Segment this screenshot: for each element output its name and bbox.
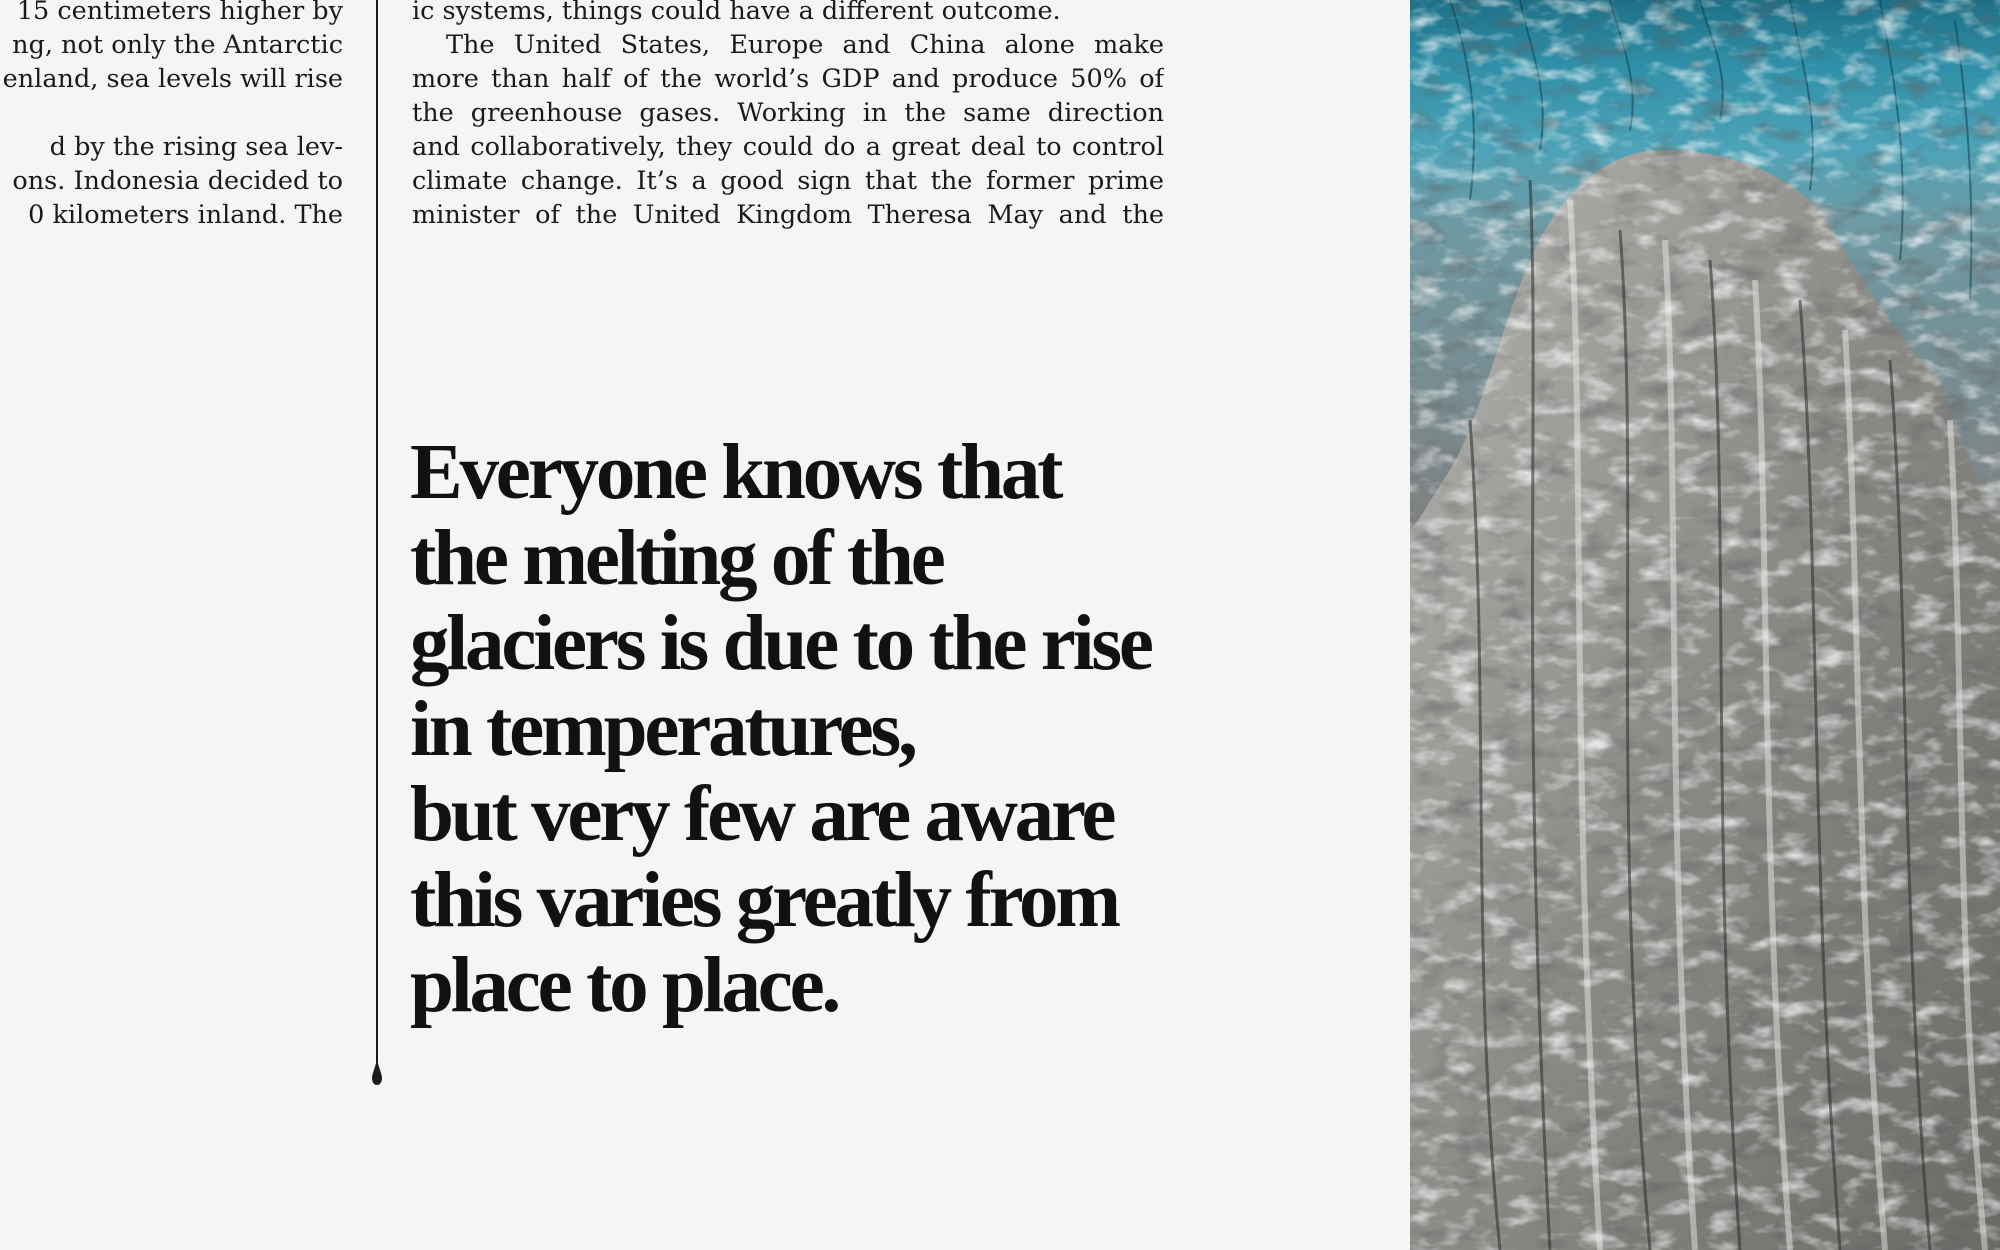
paragraph-gap bbox=[0, 96, 343, 130]
pull-quote-line: glaciers is due to the rise bbox=[410, 600, 1151, 687]
pull-quote-line: the melting of the bbox=[410, 514, 943, 602]
left-text-body bbox=[0, 0, 343, 232]
pull-quote-line: in temperatures, bbox=[410, 685, 915, 773]
middle-text-line: ic systems, things could have a different outcome. bbox=[412, 0, 1061, 26]
middle-text-body bbox=[412, 0, 1164, 232]
pull-quote-line: this varies greatly from bbox=[410, 856, 1118, 944]
left-text-line: d by the rising sea lev- bbox=[49, 132, 343, 162]
left-text-line: 0 kilometers inland. The bbox=[28, 200, 343, 230]
pull-quote bbox=[410, 430, 1170, 1029]
middle-text-line: the greenhouse gases. Working in the same direction bbox=[412, 98, 1164, 128]
left-text-column bbox=[0, 0, 343, 240]
middle-text-column bbox=[412, 0, 1164, 240]
pull-quote-line: but very few are aware bbox=[410, 771, 1114, 858]
left-text-line: enland, sea levels will rise bbox=[2, 64, 343, 94]
left-text-line: ng, not only the Antarctic bbox=[12, 30, 343, 60]
pull-quote-line: Everyone knows that bbox=[410, 429, 1061, 516]
column-divider-rule bbox=[376, 0, 378, 1062]
middle-text-line: minister of the United Kingdom Theresa May and the bbox=[412, 200, 1164, 230]
middle-text-line: and collaboratively, they could do a great deal to control bbox=[412, 132, 1164, 162]
middle-text-line: more than half of the world’s GDP and produce 50% of bbox=[412, 64, 1164, 94]
middle-text-line: The United States, Europe and China alone make bbox=[446, 30, 1164, 60]
pull-quote-line: place to place. bbox=[410, 942, 839, 1029]
ink-drop-icon bbox=[372, 1055, 382, 1085]
glacier-aerial-photo bbox=[1410, 0, 2000, 1250]
middle-text-line: climate change. It’s a good sign that the former prime bbox=[412, 166, 1164, 196]
left-text-line: 15 centimeters higher by bbox=[16, 0, 343, 26]
left-text-line: ons. Indonesia decided to bbox=[12, 166, 343, 196]
